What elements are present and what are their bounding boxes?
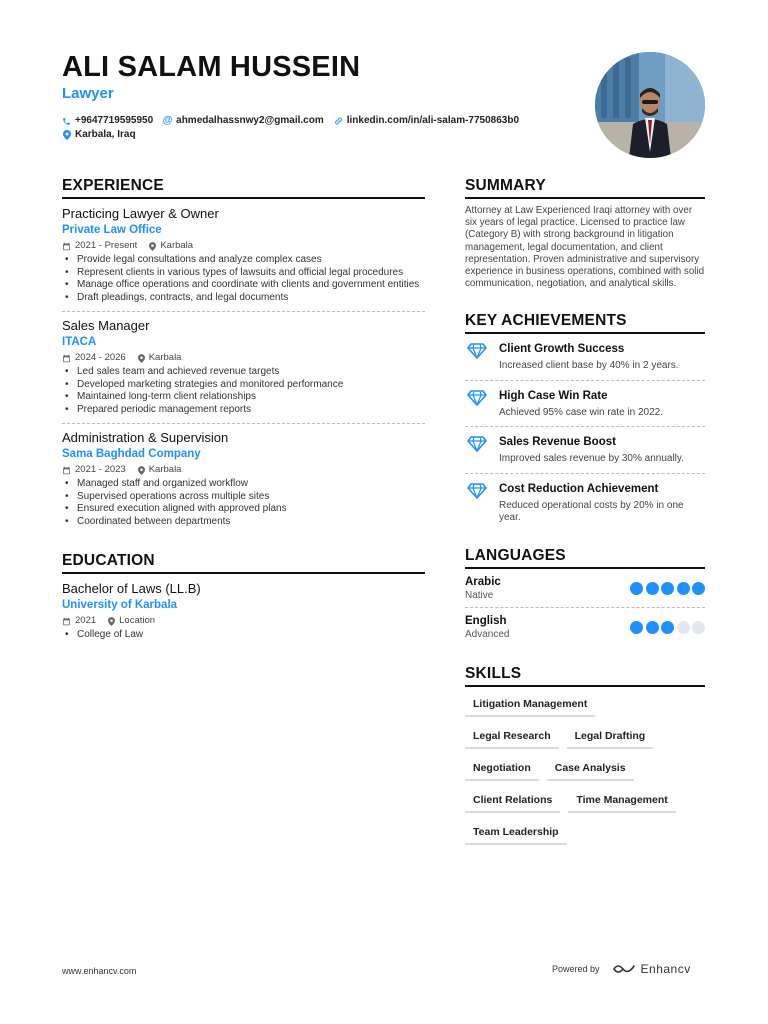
left-column — [62, 176, 425, 649]
achievement-item — [465, 334, 705, 380]
experience-entry — [62, 199, 425, 311]
achievement-description: Increased client base by 40% in 2 years. — [499, 360, 679, 372]
language-item — [465, 607, 705, 646]
linkedin-text: linkedin.com/in/ali-salam-7750863b0 — [346, 115, 520, 126]
job-meta — [62, 351, 425, 365]
skill-tag: Negotiation — [465, 758, 539, 781]
rating-dot — [661, 582, 674, 595]
language-rating — [630, 582, 705, 595]
language-name: Arabic — [465, 575, 501, 588]
calendar-icon — [62, 242, 71, 251]
rating-dot — [630, 582, 643, 595]
skill-tag: Time Management — [568, 790, 675, 813]
rating-dot — [677, 582, 690, 595]
calendar-icon — [62, 466, 71, 475]
experience-entry — [62, 311, 425, 423]
job-location: Karbala — [148, 352, 182, 363]
phone-text: +9647719595950 — [75, 115, 154, 126]
language-rating — [630, 621, 705, 634]
summary-heading: SUMMARY — [465, 176, 705, 199]
candidate-name: ALI SALAM HUSSEIN — [62, 51, 361, 83]
skill-tag: Team Leadership — [465, 822, 567, 845]
experience-heading: EXPERIENCE — [62, 176, 425, 199]
bullet-item: • College of Law — [62, 629, 425, 642]
job-dates: 2021 - 2023 — [75, 464, 126, 475]
job-dates: 2021 - Present — [75, 240, 138, 251]
skill-tag: Client Relations — [465, 790, 560, 813]
skill-tag: Legal Drafting — [567, 726, 654, 749]
bullet-item: • Developed marketing strategies and monitored performance — [62, 379, 425, 392]
language-level: Advanced — [465, 628, 510, 640]
job-bullets — [62, 254, 425, 304]
bullet-item: • Ensured execution aligned with approved plans — [62, 503, 425, 516]
enhancv-logo-icon — [612, 963, 636, 975]
job-meta — [62, 463, 425, 477]
enhancv-logo[interactable] — [612, 962, 691, 976]
achievement-title: Cost Reduction Achievement — [499, 482, 659, 495]
contact-phone[interactable] — [62, 114, 153, 128]
profile-photo — [595, 52, 705, 158]
rating-dot — [646, 582, 659, 595]
phone-icon — [62, 117, 71, 126]
location-pin-icon — [138, 354, 145, 363]
diamond-icon — [467, 482, 489, 525]
job-location: Karbala — [148, 464, 182, 475]
job-location: Karbala — [160, 240, 194, 251]
degree-title: Bachelor of Laws (LL.B) — [62, 581, 201, 596]
education-meta — [62, 614, 425, 628]
achievement-description: Improved sales revenue by 30% annually. — [499, 453, 684, 465]
education-location: Location — [119, 615, 156, 626]
candidate-role: Lawyer — [62, 85, 114, 102]
skills-list — [465, 694, 705, 845]
language-name: English — [465, 614, 507, 627]
achievement-item — [465, 473, 705, 532]
diamond-icon — [467, 342, 489, 373]
skill-tag: Legal Research — [465, 726, 559, 749]
footer-site-link[interactable]: www.enhancv.com — [62, 966, 137, 976]
bullet-item: • Prepared periodic management reports — [62, 404, 425, 417]
education-heading: EDUCATION — [62, 551, 425, 574]
calendar-icon — [62, 354, 71, 363]
contact-email[interactable] — [163, 114, 324, 128]
contact-info — [62, 114, 582, 142]
job-title: Practicing Lawyer & Owner — [62, 206, 219, 221]
bullet-item: • Coordinated between departments — [62, 516, 425, 529]
languages-heading: LANGUAGES — [465, 546, 705, 569]
school-name: University of Karbala — [62, 599, 178, 611]
bullet-item: • Manage office operations and coordinate with clients and government entities — [62, 279, 425, 292]
contact-linkedin[interactable] — [334, 114, 519, 128]
contact-location — [62, 128, 136, 142]
location-pin-icon — [62, 130, 71, 140]
job-bullets — [62, 478, 425, 528]
bullet-item: • Maintained long-term client relationships — [62, 391, 425, 404]
rating-dot — [661, 621, 674, 634]
calendar-icon — [62, 617, 71, 626]
diamond-icon — [467, 389, 489, 420]
rating-dot — [692, 621, 705, 634]
at-sign-icon: @ — [162, 115, 173, 126]
achievement-title: Client Growth Success — [499, 343, 625, 356]
resume-header — [62, 50, 582, 142]
achievement-item — [465, 426, 705, 473]
education-entry — [62, 574, 425, 649]
achievement-description: Reduced operational costs by 20% in one year. — [499, 499, 684, 524]
location-pin-icon — [138, 466, 145, 475]
achievement-title: High Case Win Rate — [499, 389, 608, 402]
skill-tag: Litigation Management — [465, 694, 595, 717]
footer-branding — [552, 962, 691, 976]
bullet-item: • Supervised operations across multiple sites — [62, 491, 425, 504]
job-meta — [62, 239, 425, 253]
bullet-item: • Draft pleadings, contracts, and legal documents — [62, 292, 425, 305]
achievement-title: Sales Revenue Boost — [499, 436, 616, 449]
location-pin-icon — [108, 617, 115, 626]
rating-dot — [677, 621, 690, 634]
job-company: Sama Baghdad Company — [62, 448, 201, 460]
bullet-item: • Managed staff and organized workflow — [62, 478, 425, 491]
right-column — [465, 176, 705, 854]
brand-name: Enhancv — [640, 962, 691, 976]
education-year: 2021 — [75, 615, 97, 626]
summary-text: Attorney at Law Experienced Iraqi attorney with over six years of legal practice. Licensed to practice law (Category B) with strong background in litigation management, legal documentation, and client representation. Proven administrative and supervisory experience in business operations, combined with solid communication, negotiation, and analytical skills. — [465, 205, 705, 290]
language-item — [465, 569, 705, 607]
education-bullets — [62, 629, 425, 642]
skills-heading: SKILLS — [465, 664, 705, 687]
bullet-item: • Led sales team and achieved revenue targets — [62, 366, 425, 379]
powered-by-label: Powered by — [552, 964, 600, 974]
location-pin-icon — [149, 242, 156, 251]
link-icon — [334, 116, 343, 126]
skill-tag: Case Analysis — [547, 758, 634, 781]
bullet-item: • Represent clients in various types of lawsuits and official legal procedures — [62, 267, 425, 280]
job-dates: 2024 - 2026 — [75, 352, 126, 363]
rating-dot — [646, 621, 659, 634]
achievements-heading: KEY ACHIEVEMENTS — [465, 311, 705, 334]
job-company: ITACA — [62, 336, 97, 348]
job-title: Sales Manager — [62, 318, 150, 333]
diamond-icon — [467, 435, 489, 466]
bullet-item: • Provide legal consultations and analyze complex cases — [62, 254, 425, 267]
email-text: ahmedalhassnwy2@gmail.com — [176, 115, 324, 126]
rating-dot — [630, 621, 643, 634]
job-company: Private Law Office — [62, 224, 162, 236]
rating-dot — [692, 582, 705, 595]
language-level: Native — [465, 589, 494, 601]
location-text: Karbala, Iraq — [75, 129, 136, 140]
job-title: Administration & Supervision — [62, 430, 229, 445]
experience-entry — [62, 423, 425, 535]
achievement-item — [465, 380, 705, 427]
achievement-description: Achieved 95% case win rate in 2022. — [499, 406, 663, 418]
job-bullets — [62, 366, 425, 416]
